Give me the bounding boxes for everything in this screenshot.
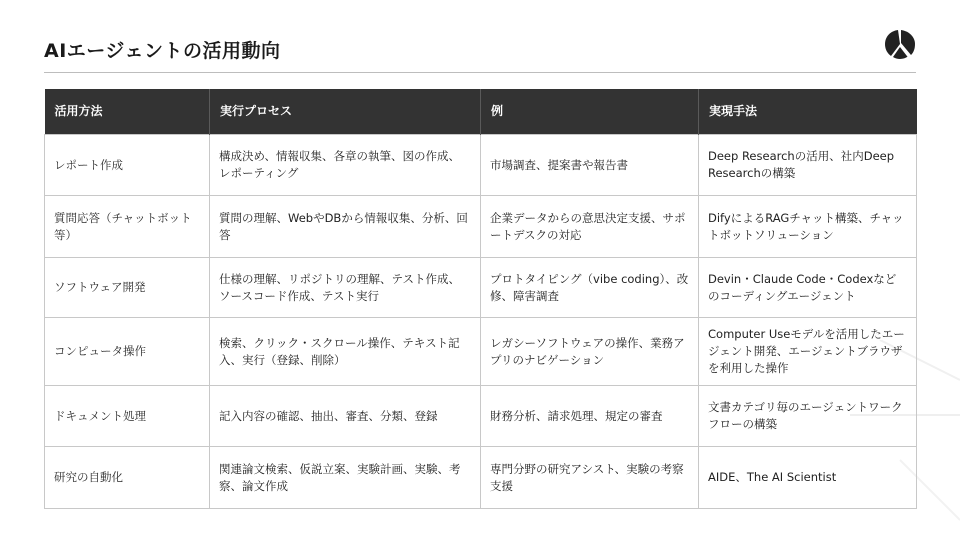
cell-implementation: AIDE、The AI Scientist [699,447,917,509]
table-row [45,258,917,318]
table-row [45,318,917,386]
header-implementation: 実現手法 [699,89,917,135]
cell-usage-method: 質問応答（チャットボット等） [45,196,210,258]
cell-example: レガシーソフトウェアの操作、業務アプリのナビゲーション [481,318,699,386]
cell-execution-process: 検索、クリック・スクロール操作、テキスト記入、実行（登録、削除） [210,318,481,386]
cell-usage-method: レポート作成 [45,135,210,196]
cell-execution-process: 記入内容の確認、抽出、審査、分類、登録 [210,386,481,447]
table-row [45,196,917,258]
cell-implementation: DifyによるRAGチャット構築、チャットボットソリューション [699,196,917,258]
cell-implementation: 文書カテゴリ毎のエージェントワークフローの構築 [699,386,917,447]
cell-example: 専門分野の研究アシスト、実験の考察支援 [481,447,699,509]
cell-example: 財務分析、請求処理、規定の審査 [481,386,699,447]
cell-usage-method: 研究の自動化 [45,447,210,509]
cell-usage-method: ドキュメント処理 [45,386,210,447]
cell-usage-method: ソフトウェア開発 [45,258,210,318]
table-row [45,386,917,447]
agent-usage-table [44,89,917,509]
cell-execution-process: 仕様の理解、リポジトリの理解、テスト作成、ソースコード作成、テスト実行 [210,258,481,318]
cell-example: 企業データからの意思決定支援、サポートデスクの対応 [481,196,699,258]
cell-execution-process: 構成決め、情報収集、各章の執筆、図の作成、レポーティング [210,135,481,196]
cell-execution-process: 質問の理解、WebやDBから情報収集、分析、回答 [210,196,481,258]
cell-implementation: Computer Useモデルを活用したエージェント開発、エージェントブラウザを利用した操作 [699,318,917,386]
page-title: AIエージェントの活用動向 [44,40,281,62]
header-example: 例 [481,89,699,135]
header-execution-process: 実行プロセス [210,89,481,135]
title-divider [44,72,916,73]
cell-implementation: Deep Researchの活用、社内Deep Researchの構築 [699,135,917,196]
cell-example: プロトタイピング（vibe coding）、改修、障害調査 [481,258,699,318]
header-usage-method: 活用方法 [45,89,210,135]
brand-logo-icon [884,28,916,60]
cell-usage-method: コンピュータ操作 [45,318,210,386]
cell-execution-process: 関連論文検索、仮説立案、実験計画、実験、考察、論文作成 [210,447,481,509]
cell-example: 市場調査、提案書や報告書 [481,135,699,196]
table-row [45,135,917,196]
table-row [45,447,917,509]
cell-implementation: Devin・Claude Code・Codexなどのコーディングエージェント [699,258,917,318]
table-header-row [45,89,917,135]
